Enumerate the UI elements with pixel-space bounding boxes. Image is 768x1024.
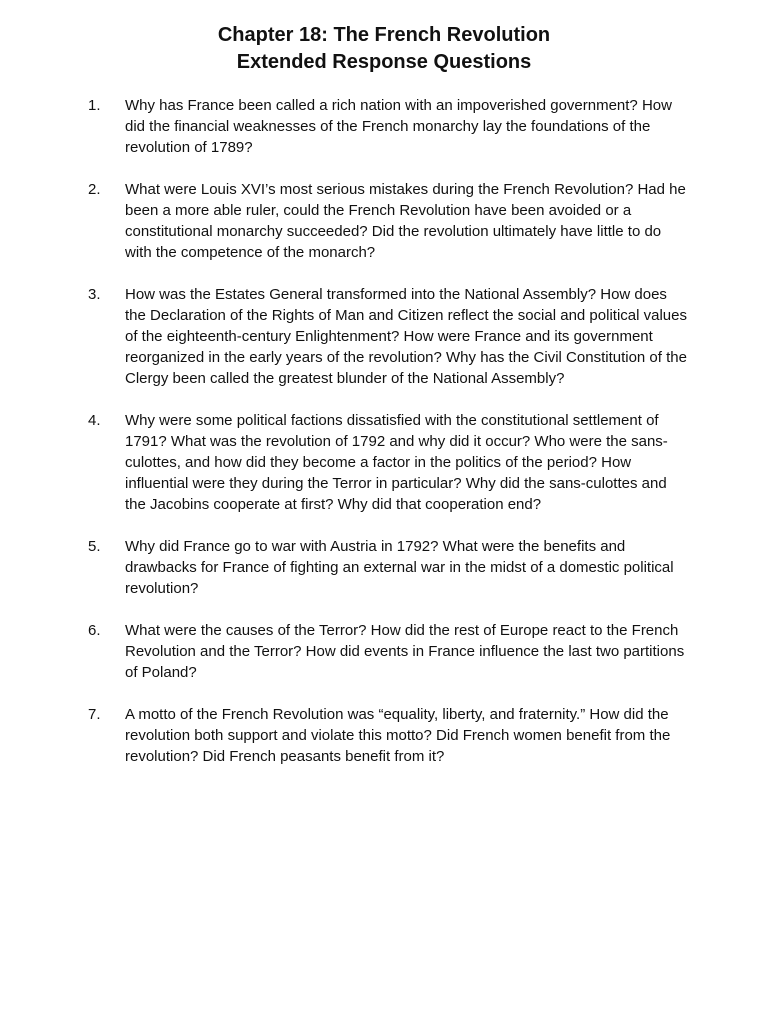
question-item [88,620,688,683]
question-item [88,536,688,599]
question-text: What were the causes of the Terror? How did the rest of Europe react to the French Revolution and the Terror? How did events in France influence the last two partitions of Poland? [125,622,685,681]
question-number: 5. [88,538,101,555]
question-text: What were Louis XVI’s most serious mistakes during the French Revolution? Had he been a more able ruler, could the French Revolution have been avoided or a constitutional monarchy succeeded? Did the revolution ultimately have little to do with the competence of the monarch? [125,181,686,261]
title-subtitle: Extended Response Questions [236,51,532,73]
question-list [88,95,688,788]
question-number: 1. [88,97,101,114]
question-number: 7. [88,706,101,723]
question-number: 3. [88,286,101,303]
question-text: A motto of the French Revolution was “equality, liberty, and fraternity.” How did the revolution both support and violate this motto? Did French women benefit from the revolution? Did French peasants benefit from it? [125,706,671,765]
title-chapter: Chapter 18: The French Revolution [217,24,551,46]
page-title [0,22,768,76]
question-number: 6. [88,622,101,639]
question-number: 4. [88,412,101,429]
question-item [88,284,688,389]
question-text: Why were some political factions dissatisfied with the constitutional settlement of 1791? What was the revolution of 1792 and why did it occur? Who were the sans-culottes, and how did they become a factor in the politics of the period? How influential were they during the Terror in particular? Why did the sans-culottes and the Jacobins cooperate at first? Why did that cooperation end? [125,412,668,513]
question-text: How was the Estates General transformed into the National Assembly? How does the Declaration of the Rights of Man and Citizen reflect the social and political values of the eighteenth-century Enlightenment? How were France and its government reorganized in the early years of the revolution? Why has the Civil Constitution of the Clergy been called the greatest blunder of the National Assembly? [125,286,687,387]
question-text: Why has France been called a rich nation with an impoverished government? How did the financial weaknesses of the French monarchy lay the foundations of the revolution of 1789? [125,97,672,156]
question-item [88,95,688,158]
question-item [88,410,688,515]
question-text: Why did France go to war with Austria in 1792? What were the benefits and drawbacks for France of fighting an external war in the midst of a domestic political revolution? [125,538,674,597]
question-number: 2. [88,181,101,198]
question-item [88,179,688,263]
question-item [88,704,688,767]
